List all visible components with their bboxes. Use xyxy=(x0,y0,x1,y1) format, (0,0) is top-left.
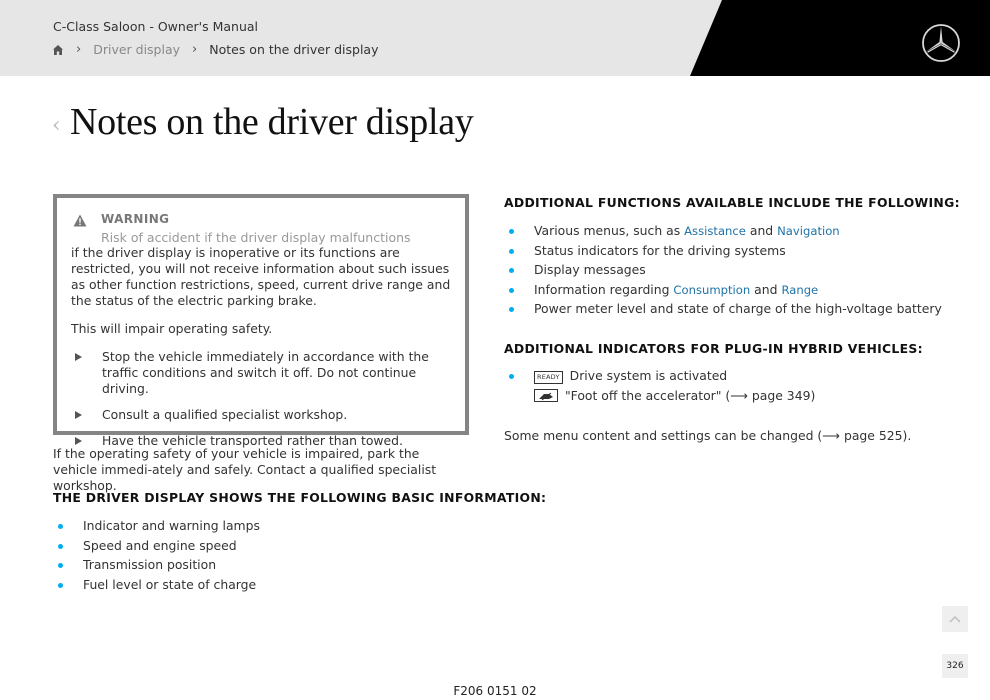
image-reference-code: F206 0151 02 xyxy=(453,684,537,698)
list-item: Various menus, such as Assistance and Navigation xyxy=(504,223,942,243)
chevron-right-icon: › xyxy=(76,42,82,57)
list-item: Fuel level or state of charge xyxy=(53,577,260,597)
back-arrow-icon[interactable]: ‹ xyxy=(52,113,61,138)
doc-title: C-Class Saloon - Owner's Manual xyxy=(53,19,258,34)
header-bar xyxy=(0,0,990,76)
list-item: Transmission position xyxy=(53,557,260,577)
list-item: Status indicators for the driving systems xyxy=(504,243,942,263)
consumption-link[interactable]: Consumption xyxy=(673,282,751,297)
hybrid-list xyxy=(504,368,815,408)
list-item: Information regarding Consumption and Range xyxy=(504,282,942,302)
safety-paragraph: If the operating safety of your vehicle is impaired, park the vehicle immedi-ately and safely. Contact a qualified specialist workshop. xyxy=(53,446,437,493)
warning-body xyxy=(71,245,457,459)
assistance-link[interactable]: Assistance xyxy=(684,224,746,238)
triangle-bullet-icon xyxy=(75,437,82,445)
hybrid-heading: ADDITIONAL INDICATORS FOR PLUG-IN HYBRID VEHICLES: xyxy=(504,341,923,356)
list-item: Speed and engine speed xyxy=(53,538,260,558)
chevron-up-icon xyxy=(949,615,961,623)
foot-off-accelerator-icon xyxy=(534,389,558,402)
warning-impair-text: This will impair operating safety. xyxy=(71,321,273,336)
ready-indicator-icon: READY xyxy=(534,371,563,384)
additional-functions-heading: ADDITIONAL FUNCTIONS AVAILABLE INCLUDE THE FOLLOWING: xyxy=(504,195,960,210)
warning-box xyxy=(53,194,469,448)
warning-text: if the driver display is inoperative or its functions are restricted, you will not receive information about such issues as other function restrictions, speed, current drive range and the status of the electric parking brake. xyxy=(71,245,451,308)
triangle-bullet-icon xyxy=(75,353,82,361)
warning-steps xyxy=(71,349,457,449)
triangle-bullet-icon xyxy=(75,411,82,419)
warning-step: Consult a qualified specialist workshop. xyxy=(71,407,457,423)
warning-label: WARNING xyxy=(101,212,170,226)
mercedes-star-logo[interactable] xyxy=(921,23,961,63)
warning-step: Stop the vehicle immediately in accordance with the traffic conditions and switch it off. Do not continue driving. xyxy=(71,349,457,397)
breadcrumb-current: Notes on the driver display xyxy=(209,42,379,57)
range-link[interactable]: Range xyxy=(781,282,819,297)
list-item xyxy=(504,368,815,408)
list-item: Indicator and warning lamps xyxy=(53,518,260,538)
page-number-badge[interactable]: 326 xyxy=(942,654,968,678)
warning-step: Have the vehicle transported rather than towed. xyxy=(71,433,457,449)
list-item: Display messages xyxy=(504,262,942,282)
breadcrumb xyxy=(52,42,378,57)
warning-triangle-icon xyxy=(73,214,87,227)
navigation-link[interactable]: Navigation xyxy=(777,224,840,238)
warning-header xyxy=(73,212,411,245)
basic-info-list xyxy=(53,518,260,596)
foot-off-text[interactable]: "Foot off the accelerator" (⟶ page 349) xyxy=(564,388,816,403)
page-title: Notes on the driver display xyxy=(70,101,474,143)
additional-functions-list xyxy=(504,223,942,321)
warning-subtitle: Risk of accident if the driver display malfunctions xyxy=(101,230,411,245)
menu-note[interactable]: Some menu content and settings can be changed (⟶ page 525). xyxy=(504,428,912,443)
scroll-to-top-button[interactable] xyxy=(942,606,968,632)
breadcrumb-link-driver-display[interactable]: Driver display xyxy=(93,42,181,57)
drive-system-text: Drive system is activated xyxy=(569,368,728,383)
bullet-dot xyxy=(509,374,514,379)
home-icon[interactable] xyxy=(52,44,64,56)
list-item: Power meter level and state of charge of the high-voltage battery xyxy=(504,301,942,321)
chevron-right-icon: › xyxy=(192,42,198,57)
basic-info-heading: THE DRIVER DISPLAY SHOWS THE FOLLOWING BASIC INFORMATION: xyxy=(53,490,547,505)
